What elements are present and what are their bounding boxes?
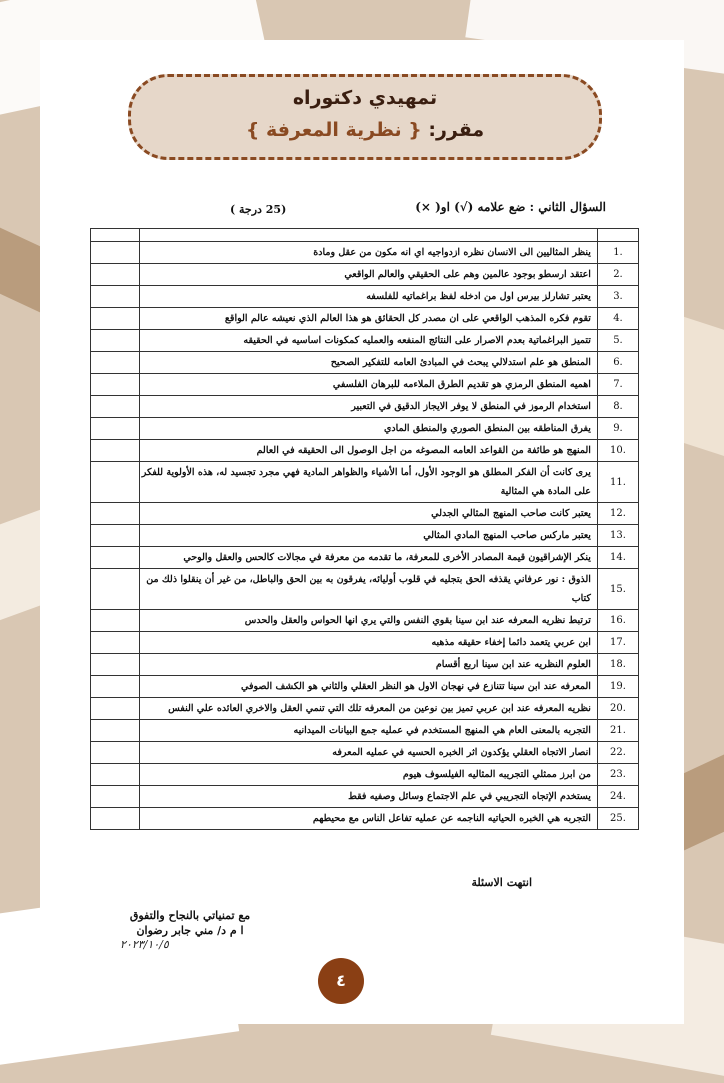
question-row xyxy=(91,742,639,764)
question-row xyxy=(91,547,639,569)
question-text: يرى كانت أن الفكر المطلق هو الوجود الأول، أما الأشياء والظواهر المادية فهي مجرد تجسيد له، هذه الأولوية للفكر على المادة هي المثالية xyxy=(140,462,598,503)
questions-table xyxy=(90,228,639,830)
question-text: التجربه بالمعنى العام هي المنهج المستخدم في عمليه جمع البيانات الميدانيه xyxy=(140,720,598,742)
answer-cell[interactable] xyxy=(91,698,140,720)
question-number: 11. xyxy=(597,462,638,503)
question-row xyxy=(91,786,639,808)
document-page xyxy=(40,40,684,1024)
question-heading: السؤال الثاني : ضع علامه (√) او( ×) xyxy=(415,200,606,214)
end-of-questions: انتهت الاسئلة xyxy=(471,876,532,889)
question-row xyxy=(91,396,639,418)
question-number: 25. xyxy=(597,808,638,830)
question-number: 21. xyxy=(597,720,638,742)
question-number: 16. xyxy=(597,610,638,632)
wishes-line: مع تمنياتي بالنجاح والتفوق xyxy=(129,909,251,922)
question-text: يعتبر ماركس صاحب المنهج المادي المثالي xyxy=(140,525,598,547)
question-row xyxy=(91,808,639,830)
answer-cell[interactable] xyxy=(91,764,140,786)
question-row xyxy=(91,286,639,308)
answer-cell[interactable] xyxy=(91,654,140,676)
page-number-badge: ٤ xyxy=(318,958,364,1004)
answer-cell[interactable] xyxy=(91,720,140,742)
question-text: يعتبر تشارلز بيرس اول من ادخله لفظ براغماتيه للفلسفه xyxy=(140,286,598,308)
answer-cell[interactable] xyxy=(91,610,140,632)
question-row xyxy=(91,720,639,742)
question-text: تتميز البراغماتية بعدم الاصرار على النتائج المنفعه والعمليه كمكونات اساسيه في الحقيقه xyxy=(140,330,598,352)
question-number: 14. xyxy=(597,547,638,569)
answer-cell[interactable] xyxy=(91,632,140,654)
question-number: 20. xyxy=(597,698,638,720)
question-number: 8. xyxy=(597,396,638,418)
question-number: 15. xyxy=(597,569,638,610)
question-text: ترتبط نظريه المعرفه عند ابن سينا بقوي النفس والتي يري انها الحواس والعقل والحدس xyxy=(140,610,598,632)
question-text: التجربه هي الخبره الحياتيه الناجمه عن عمليه تفاعل الناس مع محيطهم xyxy=(140,808,598,830)
question-row xyxy=(91,264,639,286)
question-row xyxy=(91,764,639,786)
question-number: 4. xyxy=(597,308,638,330)
question-number: 24. xyxy=(597,786,638,808)
question-text: يعتبر كانت صاحب المنهج المثالي الجدلي xyxy=(140,503,598,525)
question-row xyxy=(91,308,639,330)
answer-cell[interactable] xyxy=(91,742,140,764)
question-number: 23. xyxy=(597,764,638,786)
course-title xyxy=(131,119,599,141)
question-text: استخدام الرموز في المنطق لا يوفر الايجاز الدقيق في التعبير xyxy=(140,396,598,418)
answer-cell[interactable] xyxy=(91,547,140,569)
answer-cell[interactable] xyxy=(91,440,140,462)
closing-wishes xyxy=(100,908,280,938)
question-number: 19. xyxy=(597,676,638,698)
answer-cell[interactable] xyxy=(91,569,140,610)
question-number: 2. xyxy=(597,264,638,286)
question-row xyxy=(91,654,639,676)
question-text: نظريه المعرفه عند ابن عربي تميز بين نوعين من المعرفه تلك التي تنمي العقل والاخري العائده علي النفس xyxy=(140,698,598,720)
question-number: 22. xyxy=(597,742,638,764)
answer-cell[interactable] xyxy=(91,418,140,440)
title-banner xyxy=(128,74,602,160)
answer-cell[interactable] xyxy=(91,503,140,525)
answer-cell[interactable] xyxy=(91,264,140,286)
question-row xyxy=(91,330,639,352)
question-text: اهميه المنطق الرمزي هو تقديم الطرق الملاءمه للبرهان الفلسفي xyxy=(140,374,598,396)
question-number: 5. xyxy=(597,330,638,352)
question-row xyxy=(91,462,639,503)
question-row xyxy=(91,525,639,547)
question-text: انصار الاتجاه العقلي يؤكدون اثر الخبره الحسيه في عمليه المعرفه xyxy=(140,742,598,764)
answer-cell[interactable] xyxy=(91,374,140,396)
question-number: 18. xyxy=(597,654,638,676)
question-row xyxy=(91,632,639,654)
question-number: 12. xyxy=(597,503,638,525)
question-text: الذوق : نور عرفاني يقذفه الحق بتجليه في قلوب أوليائه، يفرقون به بين الحق والباطل، من غير أن ينقلوا ذلك من كتاب xyxy=(140,569,598,610)
answer-cell[interactable] xyxy=(91,676,140,698)
marks-label: (25 درجة ) xyxy=(230,203,287,216)
question-number: 1. xyxy=(597,242,638,264)
answer-cell[interactable] xyxy=(91,786,140,808)
course-name: { نظرية المعرفة } xyxy=(245,119,422,141)
question-text: المنهج هو طائفة من القواعد العامه المصوغه من اجل الوصول الى الحقيقه في العالم xyxy=(140,440,598,462)
question-row xyxy=(91,440,639,462)
answer-cell[interactable] xyxy=(91,286,140,308)
question-text: تقوم فكره المذهب الواقعي على ان مصدر كل الحقائق هو هذا العالم الذي نعيشه عالم الواقع xyxy=(140,308,598,330)
question-text: يفرق المناطقه بين المنطق الصوري والمنطق المادي xyxy=(140,418,598,440)
signature-date: ٢٠٢٣/١٠/٥ xyxy=(120,938,169,951)
answer-cell[interactable] xyxy=(91,330,140,352)
number-column-header xyxy=(597,229,638,242)
answer-cell[interactable] xyxy=(91,525,140,547)
question-text: من ابرز ممثلي التجريبه المثاليه الفيلسوف هيوم xyxy=(140,764,598,786)
statement-column-header xyxy=(140,229,598,242)
question-row xyxy=(91,698,639,720)
question-text: المنطق هو علم استدلالي يبحث في المبادئ العامه للتفكير الصحيح xyxy=(140,352,598,374)
question-row xyxy=(91,503,639,525)
question-number: 3. xyxy=(597,286,638,308)
answer-cell[interactable] xyxy=(91,396,140,418)
question-text: العلوم النظريه عند ابن سينا اربع أقسام xyxy=(140,654,598,676)
answer-cell[interactable] xyxy=(91,462,140,503)
question-text: المعرفه عند ابن سينا تتنازع في نهجان الاول هو النظر العقلي والثاني هو الكشف الصوفي xyxy=(140,676,598,698)
answer-cell[interactable] xyxy=(91,808,140,830)
answer-cell[interactable] xyxy=(91,352,140,374)
question-text: ابن عربي يتعمد دائما إخفاء حقيقه مذهبه xyxy=(140,632,598,654)
question-row xyxy=(91,418,639,440)
question-text: ينظر المثاليين الى الانسان نظره ازدواجيه اي انه مكون من عقل ومادة xyxy=(140,242,598,264)
question-text: يستخدم الإتجاه التجريبي في علم الاجتماع وسائل وصفيه فقط xyxy=(140,786,598,808)
answer-column-header xyxy=(91,229,140,242)
question-number: 10. xyxy=(597,440,638,462)
question-number: 7. xyxy=(597,374,638,396)
question-row xyxy=(91,569,639,610)
question-row xyxy=(91,374,639,396)
question-row xyxy=(91,676,639,698)
program-title: تمهيدي دكتوراه xyxy=(292,87,438,109)
table-header-row xyxy=(91,229,639,242)
question-number: 13. xyxy=(597,525,638,547)
question-number: 6. xyxy=(597,352,638,374)
question-text: ينكر الإشراقيون قيمة المصادر الأخرى للمعرفة، ما تقدمه من معرفة في مجالات كالحس والعقل والوحي xyxy=(140,547,598,569)
answer-cell[interactable] xyxy=(91,308,140,330)
question-number: 17. xyxy=(597,632,638,654)
question-number: 9. xyxy=(597,418,638,440)
answer-cell[interactable] xyxy=(91,242,140,264)
course-prefix: مقرر: xyxy=(428,119,485,141)
question-row xyxy=(91,610,639,632)
instructor-name: ا م د/ مني جابر رضوان xyxy=(136,924,244,937)
question-row xyxy=(91,352,639,374)
question-text: اعتقد ارسطو بوجود عالمين وهم على الحقيقي والعالم الواقعي xyxy=(140,264,598,286)
question-row xyxy=(91,242,639,264)
